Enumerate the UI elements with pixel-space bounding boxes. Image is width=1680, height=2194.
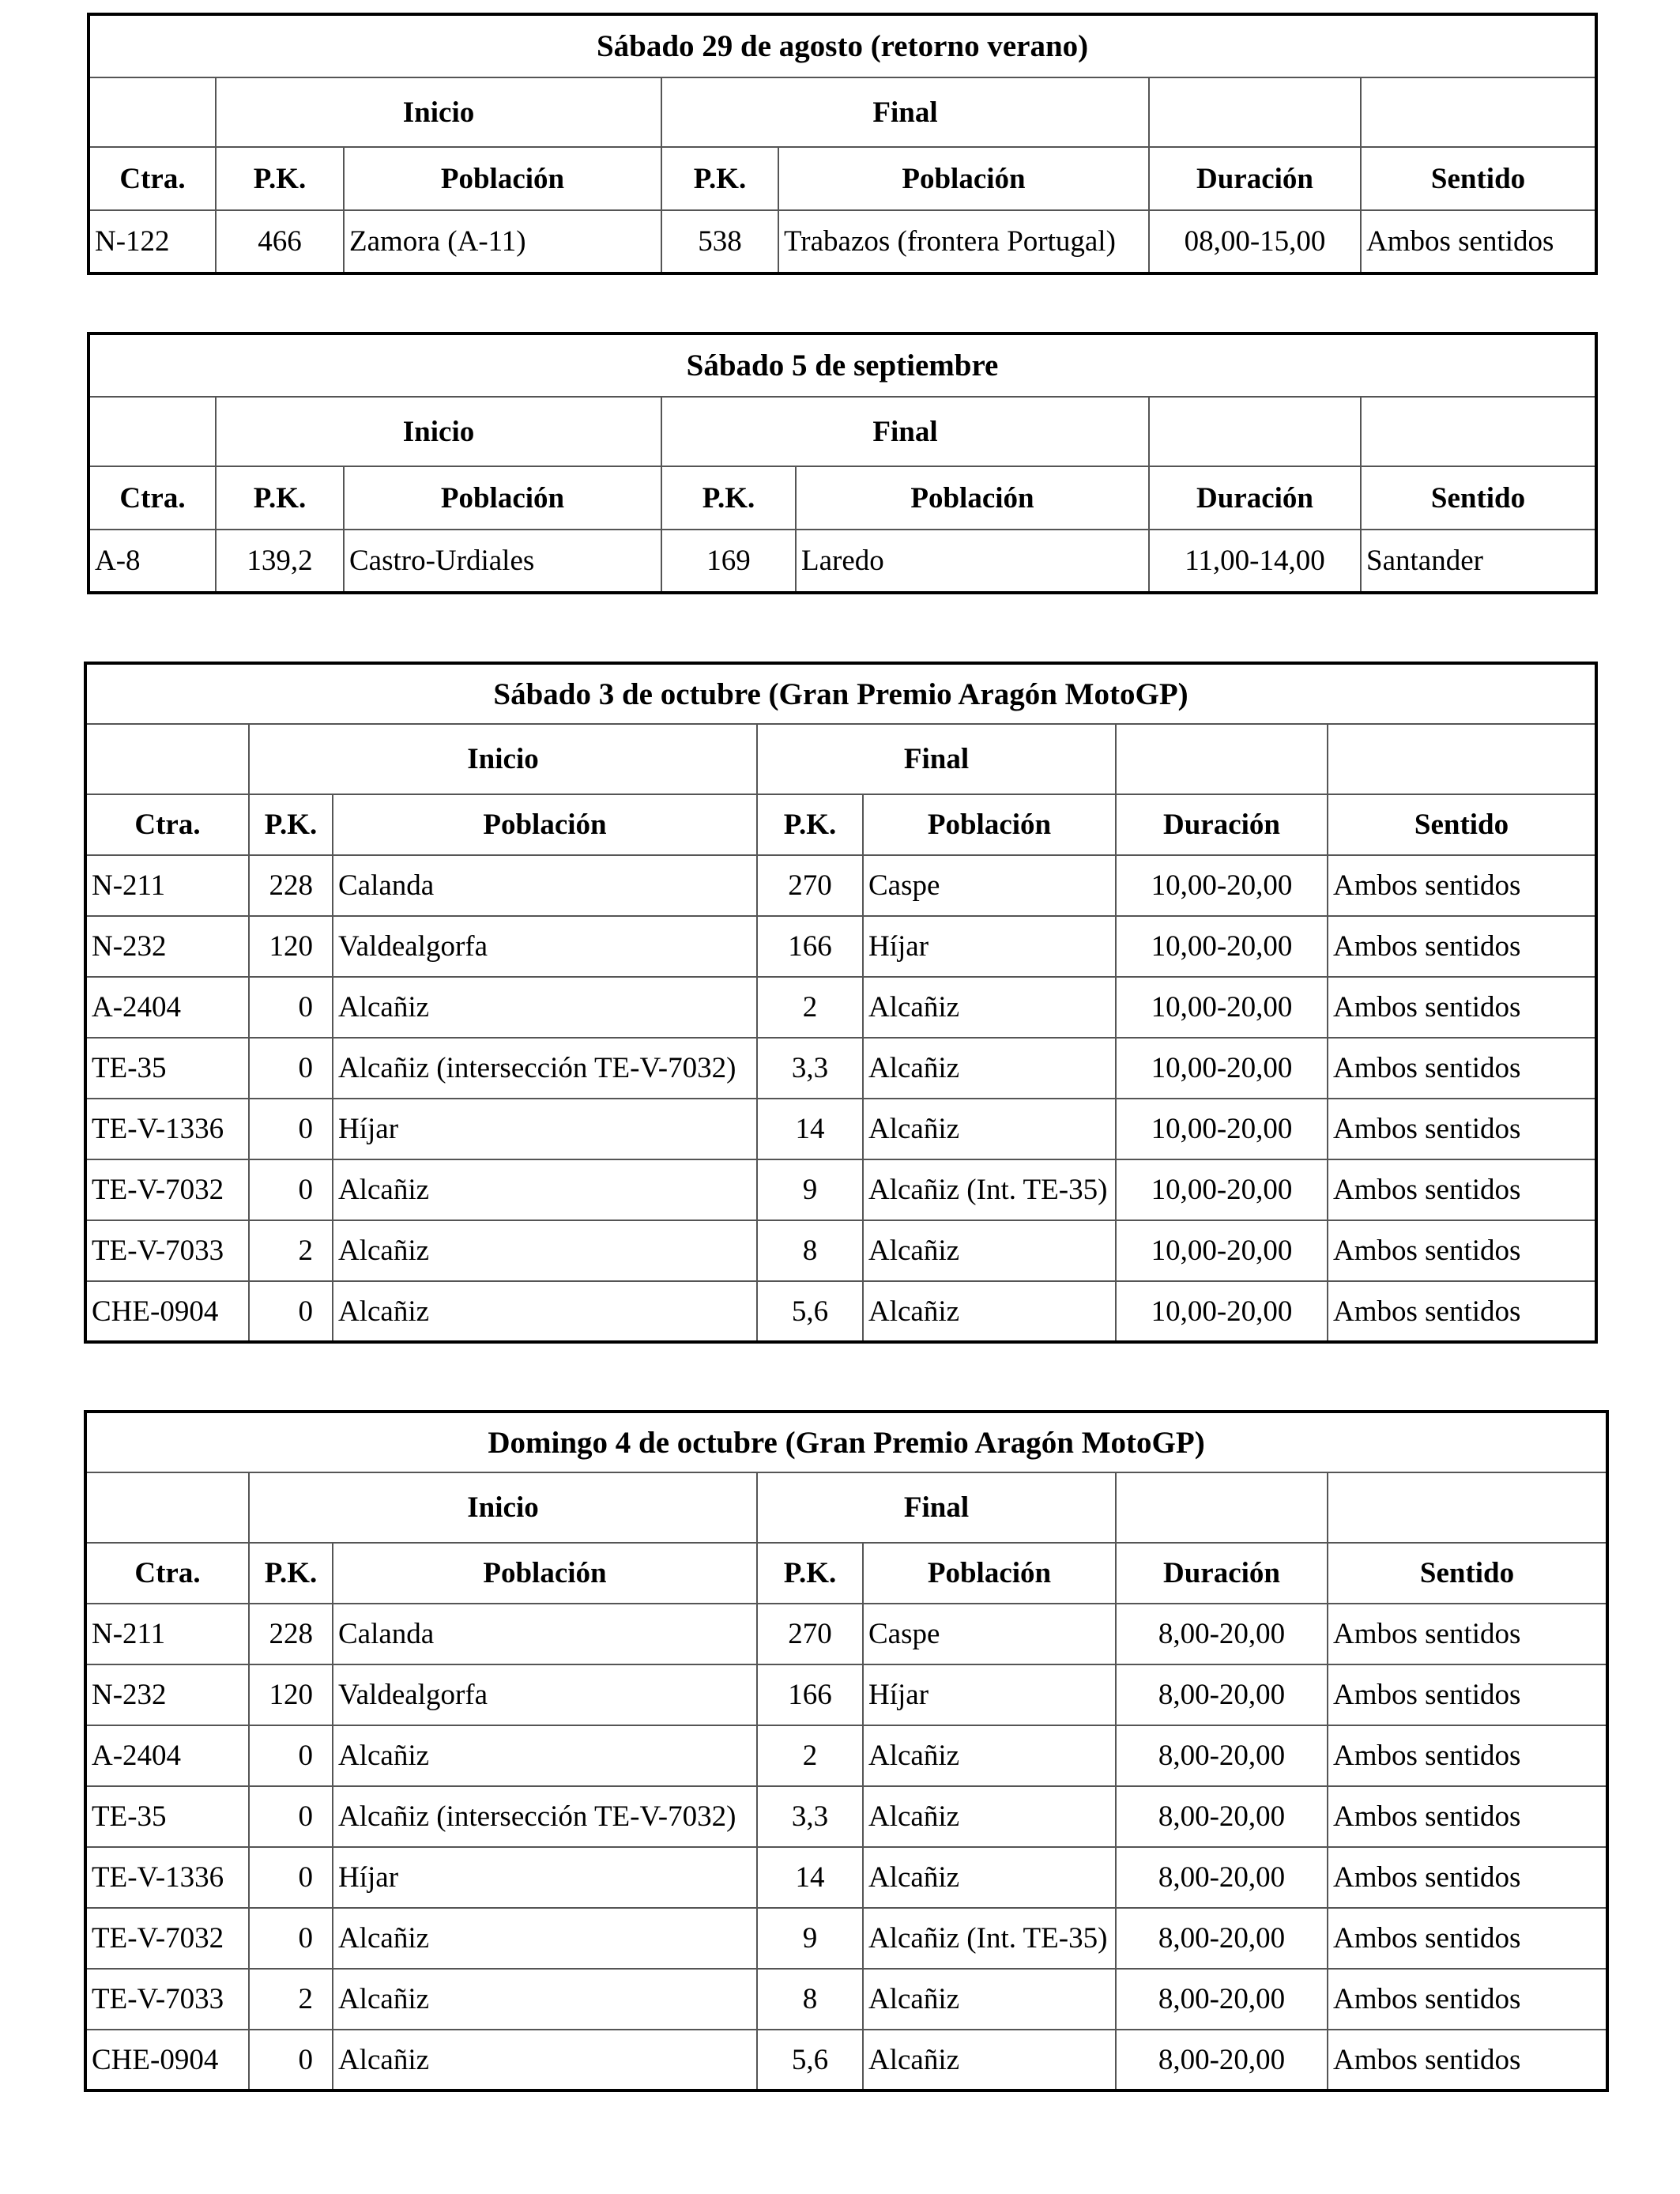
header-empty: [1361, 77, 1596, 147]
cell-pk-inicio: 228: [249, 1604, 333, 1664]
cell-ctra: CHE-0904: [85, 2030, 249, 2090]
cell-pk-inicio: 0: [249, 977, 333, 1038]
cell-duracion: 8,00-20,00: [1116, 1664, 1328, 1725]
cell-duracion: 10,00-20,00: [1116, 1038, 1328, 1099]
cell-pk-inicio: 120: [249, 1664, 333, 1725]
cell-sentido: Ambos sentidos: [1328, 1281, 1596, 1342]
cell-poblacion-final: Híjar: [863, 916, 1116, 977]
cell-sentido: Ambos sentidos: [1328, 1847, 1607, 1908]
table-title: Sábado 29 de agosto (retorno verano): [89, 14, 1596, 77]
cell-pk-inicio: 0: [249, 1725, 333, 1786]
cell-poblacion-inicio: Alcañiz: [333, 1159, 757, 1220]
table-row: [85, 1281, 1596, 1342]
cell-duracion: 10,00-20,00: [1116, 916, 1328, 977]
cell-pk-final: 166: [757, 1664, 863, 1725]
cell-duracion: 10,00-20,00: [1116, 1281, 1328, 1342]
header-empty: [1149, 397, 1361, 466]
cell-sentido: Ambos sentidos: [1328, 1725, 1607, 1786]
cell-poblacion-final: Alcañiz: [863, 1786, 1116, 1847]
cell-poblacion-inicio: Calanda: [333, 1604, 757, 1664]
cell-duracion: 11,00-14,00: [1149, 530, 1361, 593]
cell-pk-final: 14: [757, 1847, 863, 1908]
header-duracion: Duración: [1149, 466, 1361, 530]
cell-duracion: 10,00-20,00: [1116, 977, 1328, 1038]
header-final: Final: [661, 397, 1149, 466]
header-final: Final: [757, 724, 1116, 794]
header-empty: [85, 1472, 249, 1543]
cell-pk-inicio: 0: [249, 1281, 333, 1342]
cell-pk-inicio: 0: [249, 1908, 333, 1969]
header-ctra: Ctra.: [89, 466, 216, 530]
cell-sentido: Ambos sentidos: [1328, 2030, 1607, 2090]
cell-sentido: Ambos sentidos: [1328, 1220, 1596, 1281]
closure-table-sabado-octubre: [84, 662, 1598, 1344]
cell-ctra: N-232: [85, 916, 249, 977]
cell-duracion: 10,00-20,00: [1116, 855, 1328, 916]
cell-pk-inicio: 0: [249, 1786, 333, 1847]
cell-sentido: Ambos sentidos: [1328, 1786, 1607, 1847]
cell-sentido: Ambos sentidos: [1328, 1969, 1607, 2030]
cell-sentido: Santander: [1361, 530, 1596, 593]
table-row: [85, 1099, 1596, 1159]
header-duracion: Duración: [1116, 794, 1328, 855]
cell-pk-final: 3,3: [757, 1038, 863, 1099]
table-row: [85, 1038, 1596, 1099]
table-title: Domingo 4 de octubre (Gran Premio Aragón MotoGP): [85, 1412, 1607, 1472]
cell-pk-inicio: 0: [249, 1038, 333, 1099]
cell-poblacion-final: Alcañiz: [863, 1099, 1116, 1159]
cell-poblacion-inicio: Alcañiz: [333, 1908, 757, 1969]
cell-poblacion-inicio: Calanda: [333, 855, 757, 916]
cell-poblacion-inicio: Alcañiz: [333, 1220, 757, 1281]
cell-ctra: TE-V-7032: [85, 1908, 249, 1969]
cell-ctra: TE-35: [85, 1038, 249, 1099]
table-row: [85, 855, 1596, 916]
cell-pk-final: 166: [757, 916, 863, 977]
cell-poblacion-inicio: Alcañiz: [333, 1969, 757, 2030]
closure-table-septiembre: [87, 332, 1598, 594]
cell-sentido: Ambos sentidos: [1328, 1604, 1607, 1664]
header-poblacion: Población: [863, 1543, 1116, 1604]
closure-table-agosto: [87, 13, 1598, 275]
cell-pk-inicio: 228: [249, 855, 333, 916]
header-pk: P.K.: [216, 147, 344, 210]
cell-duracion: 8,00-20,00: [1116, 1908, 1328, 1969]
cell-ctra: TE-V-7033: [85, 1969, 249, 2030]
cell-duracion: 10,00-20,00: [1116, 1159, 1328, 1220]
cell-pk-final: 14: [757, 1099, 863, 1159]
cell-pk-final: 270: [757, 1604, 863, 1664]
header-ctra: Ctra.: [85, 1543, 249, 1604]
cell-poblacion-inicio: Alcañiz: [333, 1725, 757, 1786]
table-row: [89, 210, 1596, 273]
cell-pk-inicio: 0: [249, 2030, 333, 2090]
header-inicio: Inicio: [216, 77, 661, 147]
table-row: [85, 1604, 1607, 1664]
cell-ctra: N-211: [85, 1604, 249, 1664]
header-pk: P.K.: [661, 466, 796, 530]
header-pk: P.K.: [249, 1543, 333, 1604]
cell-ctra: TE-V-1336: [85, 1847, 249, 1908]
cell-pk-inicio: 0: [249, 1847, 333, 1908]
cell-sentido: Ambos sentidos: [1328, 855, 1596, 916]
header-empty: [89, 77, 216, 147]
header-final: Final: [757, 1472, 1116, 1543]
table-row: [85, 1159, 1596, 1220]
header-inicio: Inicio: [249, 1472, 757, 1543]
cell-duracion: 10,00-20,00: [1116, 1220, 1328, 1281]
cell-ctra: A-8: [89, 530, 216, 593]
cell-poblacion-final: Caspe: [863, 855, 1116, 916]
cell-ctra: N-122: [89, 210, 216, 273]
header-poblacion: Población: [344, 147, 661, 210]
cell-duracion: 8,00-20,00: [1116, 1786, 1328, 1847]
cell-sentido: Ambos sentidos: [1328, 1908, 1607, 1969]
header-pk: P.K.: [661, 147, 778, 210]
cell-poblacion-final: Alcañiz: [863, 1281, 1116, 1342]
cell-poblacion-inicio: Híjar: [333, 1099, 757, 1159]
cell-poblacion-inicio: Alcañiz (intersección TE-V-7032): [333, 1786, 757, 1847]
cell-pk-final: 2: [757, 1725, 863, 1786]
header-ctra: Ctra.: [89, 147, 216, 210]
cell-poblacion-final: Alcañiz: [863, 977, 1116, 1038]
cell-poblacion-final: Trabazos (frontera Portugal): [778, 210, 1149, 273]
table-title: Sábado 3 de octubre (Gran Premio Aragón MotoGP): [85, 663, 1596, 724]
cell-poblacion-final: Alcañiz: [863, 1220, 1116, 1281]
cell-pk-final: 8: [757, 1969, 863, 2030]
cell-ctra: CHE-0904: [85, 1281, 249, 1342]
cell-poblacion-final: Laredo: [796, 530, 1149, 593]
table-row: [85, 916, 1596, 977]
table-row: [85, 1847, 1607, 1908]
cell-poblacion-inicio: Alcañiz (intersección TE-V-7032): [333, 1038, 757, 1099]
cell-pk-inicio: 0: [249, 1099, 333, 1159]
cell-ctra: TE-35: [85, 1786, 249, 1847]
cell-duracion: 08,00-15,00: [1149, 210, 1361, 273]
cell-sentido: Ambos sentidos: [1328, 977, 1596, 1038]
cell-pk-final: 538: [661, 210, 778, 273]
header-poblacion: Población: [796, 466, 1149, 530]
cell-sentido: Ambos sentidos: [1328, 1099, 1596, 1159]
cell-poblacion-inicio: Castro-Urdiales: [344, 530, 661, 593]
header-empty: [1328, 1472, 1607, 1543]
header-inicio: Inicio: [249, 724, 757, 794]
cell-sentido: Ambos sentidos: [1361, 210, 1596, 273]
cell-poblacion-inicio: Valdealgorfa: [333, 1664, 757, 1725]
header-ctra: Ctra.: [85, 794, 249, 855]
table-row: [85, 1664, 1607, 1725]
cell-duracion: 8,00-20,00: [1116, 2030, 1328, 2090]
header-empty: [1116, 1472, 1328, 1543]
cell-poblacion-final: Alcañiz: [863, 1847, 1116, 1908]
header-empty: [1149, 77, 1361, 147]
cell-duracion: 8,00-20,00: [1116, 1969, 1328, 2030]
cell-poblacion-final: Alcañiz: [863, 1725, 1116, 1786]
cell-pk-inicio: 2: [249, 1969, 333, 2030]
cell-pk-final: 3,3: [757, 1786, 863, 1847]
cell-pk-inicio: 120: [249, 916, 333, 977]
cell-poblacion-final: Alcañiz: [863, 1969, 1116, 2030]
header-sentido: Sentido: [1361, 147, 1596, 210]
cell-ctra: TE-V-7033: [85, 1220, 249, 1281]
cell-poblacion-inicio: Valdealgorfa: [333, 916, 757, 977]
cell-pk-final: 5,6: [757, 1281, 863, 1342]
header-poblacion: Población: [333, 794, 757, 855]
table-row: [85, 1220, 1596, 1281]
table-row: [85, 1969, 1607, 2030]
cell-poblacion-inicio: Alcañiz: [333, 1281, 757, 1342]
cell-pk-inicio: 0: [249, 1159, 333, 1220]
cell-sentido: Ambos sentidos: [1328, 1664, 1607, 1725]
cell-poblacion-final: Alcañiz: [863, 2030, 1116, 2090]
header-poblacion: Población: [333, 1543, 757, 1604]
table-title: Sábado 5 de septiembre: [89, 334, 1596, 397]
cell-poblacion-final: Híjar: [863, 1664, 1116, 1725]
cell-duracion: 8,00-20,00: [1116, 1725, 1328, 1786]
cell-poblacion-final: Caspe: [863, 1604, 1116, 1664]
header-pk: P.K.: [216, 466, 344, 530]
header-empty: [1361, 397, 1596, 466]
cell-pk-final: 169: [661, 530, 796, 593]
header-poblacion: Población: [344, 466, 661, 530]
cell-pk-final: 2: [757, 977, 863, 1038]
table-row: [85, 1786, 1607, 1847]
header-empty: [85, 724, 249, 794]
cell-pk-final: 5,6: [757, 2030, 863, 2090]
cell-pk-inicio: 466: [216, 210, 344, 273]
header-poblacion: Población: [778, 147, 1149, 210]
table-row: [85, 1725, 1607, 1786]
cell-ctra: TE-V-1336: [85, 1099, 249, 1159]
cell-poblacion-final: Alcañiz (Int. TE-35): [863, 1908, 1116, 1969]
cell-duracion: 8,00-20,00: [1116, 1847, 1328, 1908]
cell-duracion: 10,00-20,00: [1116, 1099, 1328, 1159]
cell-ctra: TE-V-7032: [85, 1159, 249, 1220]
table-row: [89, 530, 1596, 593]
cell-pk-inicio: 139,2: [216, 530, 344, 593]
cell-poblacion-final: Alcañiz (Int. TE-35): [863, 1159, 1116, 1220]
table-row: [85, 977, 1596, 1038]
cell-pk-inicio: 2: [249, 1220, 333, 1281]
header-empty: [89, 397, 216, 466]
header-empty: [1328, 724, 1596, 794]
header-pk: P.K.: [757, 1543, 863, 1604]
cell-ctra: N-211: [85, 855, 249, 916]
cell-pk-final: 9: [757, 1908, 863, 1969]
header-pk: P.K.: [249, 794, 333, 855]
cell-poblacion-inicio: Alcañiz: [333, 2030, 757, 2090]
closure-table-domingo-octubre: [84, 1410, 1609, 2092]
cell-duracion: 8,00-20,00: [1116, 1604, 1328, 1664]
cell-pk-final: 9: [757, 1159, 863, 1220]
header-empty: [1116, 724, 1328, 794]
cell-ctra: N-232: [85, 1664, 249, 1725]
header-poblacion: Población: [863, 794, 1116, 855]
header-final: Final: [661, 77, 1149, 147]
header-duracion: Duración: [1116, 1543, 1328, 1604]
header-sentido: Sentido: [1328, 1543, 1607, 1604]
cell-ctra: A-2404: [85, 977, 249, 1038]
cell-sentido: Ambos sentidos: [1328, 1038, 1596, 1099]
header-sentido: Sentido: [1328, 794, 1596, 855]
cell-sentido: Ambos sentidos: [1328, 916, 1596, 977]
cell-poblacion-inicio: Alcañiz: [333, 977, 757, 1038]
cell-poblacion-inicio: Híjar: [333, 1847, 757, 1908]
cell-pk-final: 8: [757, 1220, 863, 1281]
cell-ctra: A-2404: [85, 1725, 249, 1786]
header-inicio: Inicio: [216, 397, 661, 466]
header-sentido: Sentido: [1361, 466, 1596, 530]
cell-pk-final: 270: [757, 855, 863, 916]
header-duracion: Duración: [1149, 147, 1361, 210]
cell-sentido: Ambos sentidos: [1328, 1159, 1596, 1220]
table-row: [85, 1908, 1607, 1969]
header-pk: P.K.: [757, 794, 863, 855]
cell-poblacion-final: Alcañiz: [863, 1038, 1116, 1099]
table-row: [85, 2030, 1607, 2090]
cell-poblacion-inicio: Zamora (A-11): [344, 210, 661, 273]
